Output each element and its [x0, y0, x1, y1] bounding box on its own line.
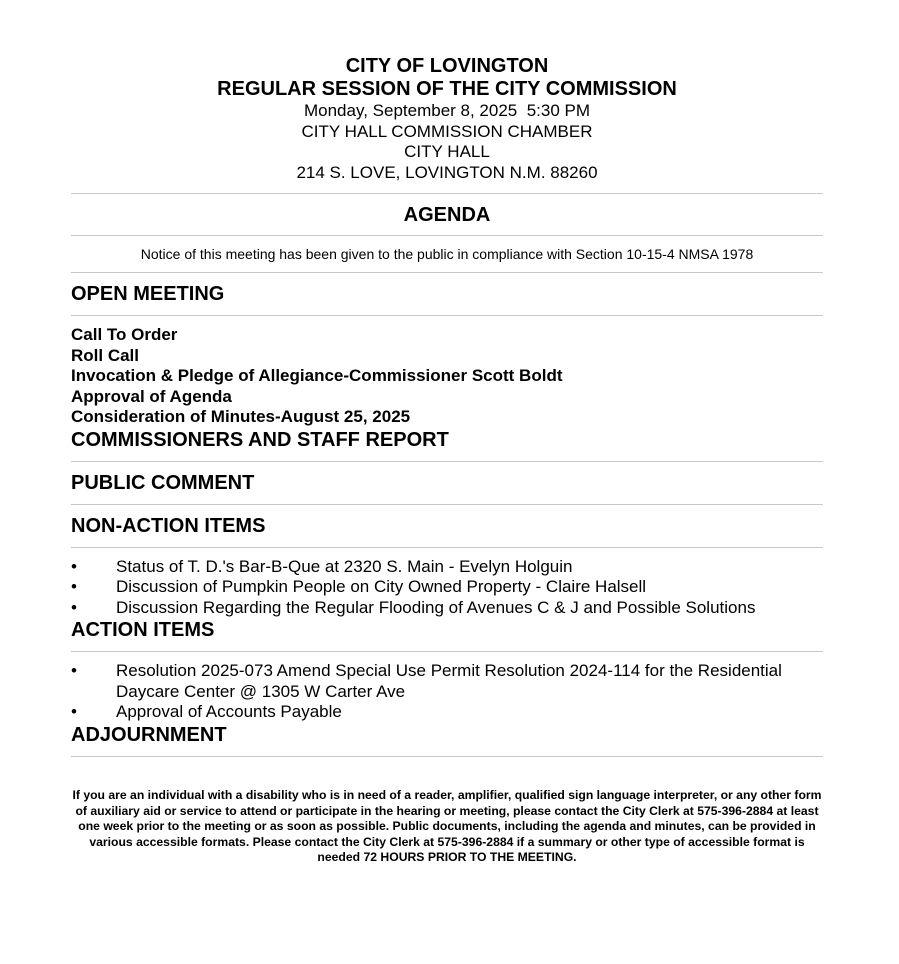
call-to-order: Call To Order	[71, 325, 178, 344]
bullet-icon: •	[71, 556, 77, 576]
divider	[71, 651, 823, 652]
divider	[71, 504, 823, 505]
non-action-item: Discussion Regarding the Regular Flooding of Avenues C & J and Possible Solutions	[116, 597, 756, 617]
commissioners-report-heading: COMMISSIONERS AND STAFF REPORT	[71, 428, 449, 451]
bullet-icon: •	[71, 661, 77, 680]
action-item: Resolution 2025-073 Amend Special Use Permit Resolution 2024-114 for the Residential Daycare Center @ 1305 W Carter Ave	[116, 661, 782, 701]
adjournment-heading: ADJOURNMENT	[71, 723, 227, 746]
divider	[71, 547, 823, 548]
non-action-list	[71, 557, 823, 619]
list-item	[71, 577, 823, 598]
list-item	[71, 661, 823, 702]
agenda-document	[71, 55, 823, 757]
meeting-address: 214 S. LOVE, LOVINGTON N.M. 88260	[296, 162, 598, 182]
invocation-pledge: Invocation & Pledge of Allegiance-Commissioner Scott Boldt	[71, 366, 563, 385]
list-item	[71, 702, 823, 723]
action-item: Approval of Accounts Payable	[116, 702, 342, 721]
non-action-item: Status of T. D.'s Bar-B-Que at 2320 S. Main - Evelyn Holguin	[116, 556, 573, 576]
public-comment-heading: PUBLIC COMMENT	[71, 471, 255, 494]
action-heading: ACTION ITEMS	[71, 619, 215, 641]
consideration-of-minutes: Consideration of Minutes-August 25, 2025	[71, 407, 411, 426]
list-item	[71, 598, 823, 619]
bullet-icon: •	[71, 577, 77, 596]
meeting-datetime: Monday, September 8, 2025 5:30 PM	[303, 101, 591, 120]
meeting-location: CITY HALL COMMISSION CHAMBER	[301, 121, 593, 141]
meeting-building: CITY HALL	[404, 142, 490, 161]
divider	[71, 193, 823, 194]
public-notice: Notice of this meeting has been given to the public in compliance with Section 10-15-4 NMSA 1978	[140, 246, 754, 262]
bullet-icon: •	[71, 597, 77, 617]
agenda-title: AGENDA	[403, 204, 491, 226]
session-title: REGULAR SESSION OF THE CITY COMMISSION	[217, 78, 677, 100]
divider	[71, 756, 823, 757]
divider	[71, 272, 823, 273]
roll-call: Roll Call	[71, 345, 140, 365]
action-list	[71, 661, 823, 723]
list-item	[71, 557, 823, 578]
bullet-icon: •	[71, 702, 77, 721]
non-action-heading: NON-ACTION ITEMS	[71, 514, 266, 537]
divider	[71, 315, 823, 316]
accessibility-notice: If you are an individual with a disability who is in need of a reader, amplifier, qualified sign language interpreter, or any other form of auxiliary aid or service to attend or participate in the hearing or meeting, please contact the City Clerk at 575-396-2884 at least one week prior to the meeting or as soon as possible. Public documents, including the agenda and minutes, can be provided in various accessible formats. Please contact the City Clerk at 575-396-2884 if a summary or other type of accessible format is needed 72 HOURS PRIOR TO THE MEETING.	[72, 788, 822, 864]
city-name: CITY OF LOVINGTON	[345, 55, 549, 77]
approval-of-agenda: Approval of Agenda	[71, 386, 232, 406]
divider	[71, 235, 823, 236]
divider	[71, 461, 823, 462]
open-meeting-heading: OPEN MEETING	[71, 283, 225, 305]
open-meeting-list	[71, 325, 823, 428]
non-action-item: Discussion of Pumpkin People on City Owned Property - Claire Halsell	[116, 577, 647, 596]
document-header	[71, 55, 823, 183]
